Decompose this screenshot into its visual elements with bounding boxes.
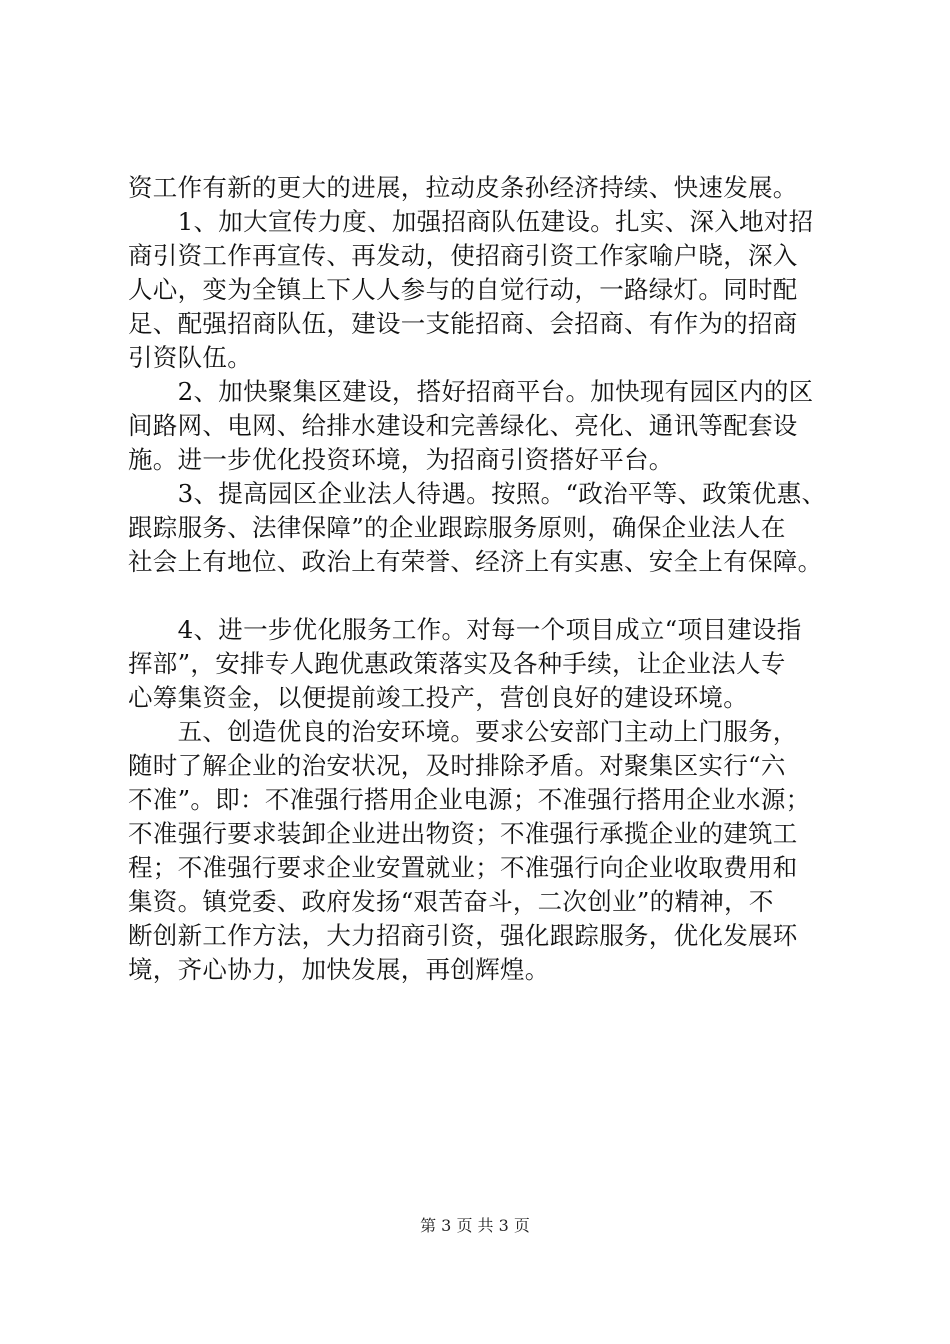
body-line: 引资队伍。 [128,343,252,372]
body-line: 集资。镇党委、政府发扬“艰苦奋斗，二次创业”的精神，不 [128,887,774,916]
body-line: 足、配强招商队伍，建设一支能招商、会招商、有作为的招商 [128,309,798,338]
body-line: 社会上有地位、政治上有荣誉、经济上有实惠、安全上有保障。 [128,547,823,576]
body-line: 五、创造优良的治安环境。要求公安部门主动上门服务， [128,717,798,746]
body-line: 人心，变为全镇上下人人参与的自觉行动，一路绿灯。同时配 [128,275,798,304]
body-line: 挥部”，安排专人跑优惠政策落实及各种手续，让企业法人专 [128,649,786,678]
body-line: 间路网、电网、给排水建设和完善绿化、亮化、通讯等配套设 [128,411,798,440]
body-line: 跟踪服务、法律保障”的企业跟踪服务原则，确保企业法人在 [128,513,786,542]
body-line: 资工作有新的更大的进展，拉动皮条孙经济持续、快速发展。 [128,173,798,202]
body-line: 境，齐心协力，加快发展，再创辉煌。 [128,955,550,984]
body-line: 随时了解企业的治安状况，及时排除矛盾。对聚集区实行“六 [128,751,786,780]
body-line: 商引资工作再宣传、再发动，使招商引资工作家喻户晓，深入 [128,241,798,270]
body-line: 施。进一步优化投资环境，为招商引资搭好平台。 [128,445,674,474]
body-line: 不准”。即：不准强行搭用企业电源；不准强行搭用企业水源； [128,785,811,814]
body-line: 4、进一步优化服务工作。对每一个项目成立“项目建设指 [128,615,802,644]
body-line: 断创新工作方法，大力招商引资，强化跟踪服务，优化发展环 [128,921,798,950]
body-line: 1、加大宣传力度、加强招商队伍建设。扎实、深入地对招 [128,207,814,236]
body-line: 2、加快聚集区建设，搭好招商平台。加快现有园区内的区 [128,377,814,406]
body-line: 3、提高园区企业法人待遇。按照。“政治平等、政策优惠、 [128,479,827,508]
body-line: 不准强行要求装卸企业进出物资；不准强行承揽企业的建筑工 [128,819,798,848]
body-line: 程；不准强行要求企业安置就业；不准强行向企业收取费用和 [128,853,798,882]
body-line: 心筹集资金，以便提前竣工投产，营创良好的建设环境。 [128,683,748,712]
page-footer: 第 3 页 共 3 页 [420,1216,530,1235]
